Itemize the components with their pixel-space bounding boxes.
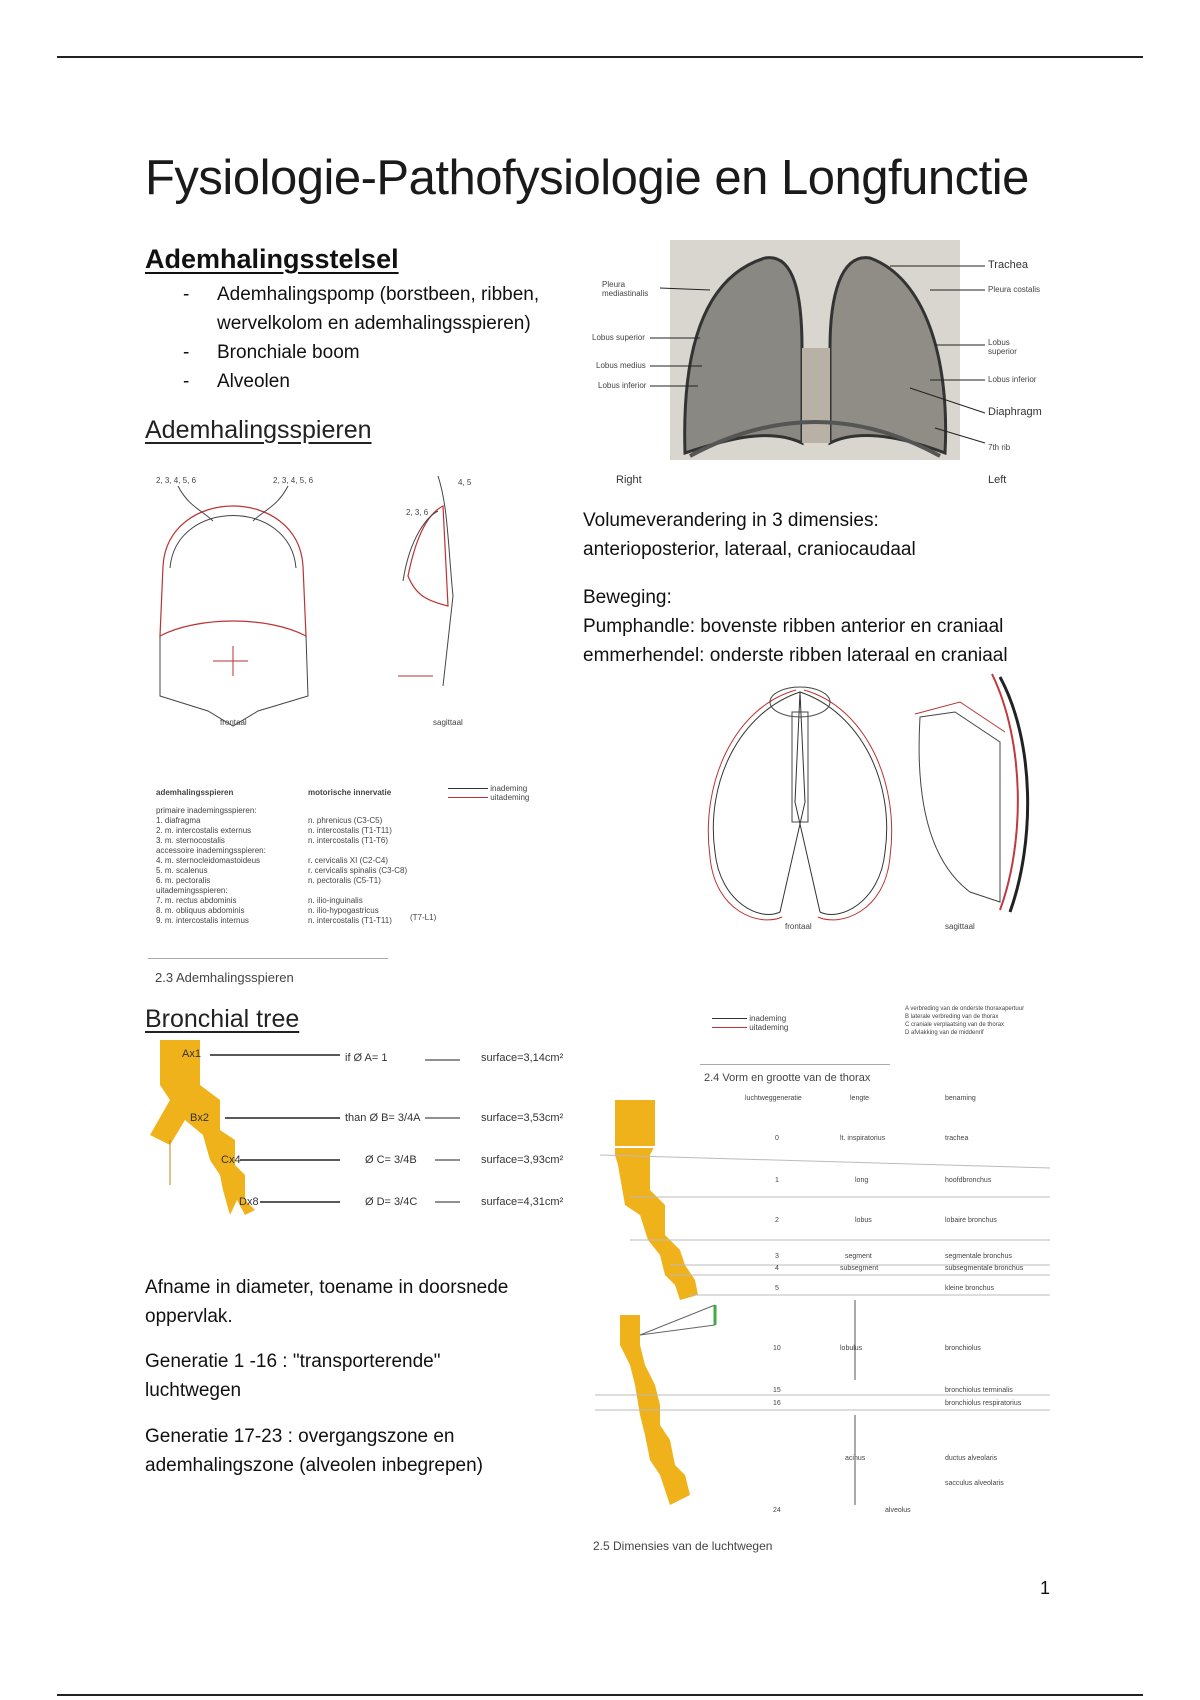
muscle-row: 5. m. scalenus xyxy=(156,866,208,875)
legend-label: uitademing xyxy=(490,793,530,802)
lung-side-left: Left xyxy=(988,474,1007,486)
tree-label: Cx4 xyxy=(221,1154,241,1166)
airway-row-name: bronchiolus xyxy=(945,1345,981,1352)
airway-row-gen: 5 xyxy=(775,1285,779,1292)
paragraph: Generatie 17-23 : overgangszone en ademhalingszone (alveolen inbegrepen) xyxy=(145,1426,484,1476)
airway-header: luchtweggeneratie xyxy=(745,1095,802,1102)
thorax-view-frontal: frontaal xyxy=(785,922,812,931)
tree-surface: surface=3,14cm² xyxy=(481,1052,564,1064)
airway-row-gen: 3 xyxy=(775,1253,779,1260)
bracket-note: (T7-L1) xyxy=(410,913,437,922)
airway-row-name: segmentale bronchus xyxy=(945,1253,1012,1260)
airway-row-name: ductus alveolaris xyxy=(945,1455,998,1462)
muscle-row: accessoire inademingsspieren: xyxy=(156,846,266,855)
airway-row-len: lt. inspiratorius xyxy=(840,1135,886,1142)
airway-row-len: segment xyxy=(845,1253,872,1260)
tree-label: Dx8 xyxy=(239,1196,259,1208)
thorax-notes xyxy=(905,1005,1065,1037)
volume-line: anterioposterior, lateraal, craniocaudaal xyxy=(583,539,916,560)
innervation-row: n. pectoralis (C5-T1) xyxy=(308,876,381,885)
legend-label: uitademing xyxy=(749,1023,789,1032)
muscle-row: 1. diafragma xyxy=(156,816,201,825)
innervation-row xyxy=(308,846,458,856)
beweging-text xyxy=(583,583,1163,670)
bronchial-tree-figure xyxy=(145,1040,585,1250)
lung-label-left: Lobus medius xyxy=(596,361,646,370)
airway-row-gen: 4 xyxy=(775,1265,779,1272)
muscles-figure xyxy=(148,466,568,986)
innervation-row: n. intercostalis (T1-T11) xyxy=(308,916,392,925)
muscle-legend xyxy=(448,784,529,802)
thorax-figure xyxy=(700,672,1060,1092)
innervation-row: n. intercostalis (T1-T6) xyxy=(308,836,389,845)
muscle-row: 7. m. rectus abdominis xyxy=(156,896,237,905)
airway-header: benaming xyxy=(945,1095,976,1102)
muscle-label: 2, 3, 4, 5, 6 xyxy=(273,476,314,485)
beweging-title: Beweging: xyxy=(583,587,672,608)
tree-formula: than Ø B= 3/4A xyxy=(345,1112,421,1124)
innervation-row: n. ilio-inguinalis xyxy=(308,896,363,905)
innervation-row: n. phrenicus (C3-C5) xyxy=(308,816,383,825)
tree-surface: surface=3,93cm² xyxy=(481,1154,564,1166)
innervation-row xyxy=(308,886,458,896)
list-item: - Alveolen xyxy=(145,367,585,396)
thorax-note: D afvlakking van de middenrif xyxy=(905,1030,984,1036)
lung-label-right: 7th rib xyxy=(988,443,1011,452)
list-item: - Bronchiale boom xyxy=(145,338,585,367)
top-rule xyxy=(57,56,1143,58)
airway-row-name: sacculus alveolaris xyxy=(945,1480,1004,1487)
innervation-row: n. ilio-hypogastricus xyxy=(308,906,379,915)
muscle-row: uitademingsspieren: xyxy=(156,886,228,895)
airway-row-len: acinus xyxy=(845,1455,866,1462)
list-item: - Ademhalingspomp (borstbeen, ribben, wervelkolom en ademhalingsspieren) xyxy=(145,280,585,338)
section1-list xyxy=(145,280,585,396)
airway-header: lengte xyxy=(850,1095,870,1102)
beweging-line: emmerhendel: onderste ribben lateraal en craniaal xyxy=(583,645,1008,666)
lung-label-right: Trachea xyxy=(988,259,1028,271)
lung-label-right: Lobus superior xyxy=(988,338,1017,356)
innervation-row xyxy=(308,806,458,816)
muscles-illustration xyxy=(148,466,568,736)
airway-row-gen: 24 xyxy=(773,1507,781,1514)
volume-line: Volumeverandering in 3 dimensies: xyxy=(583,510,879,531)
airway-row-len: lobulus xyxy=(840,1345,863,1352)
airway-row-gen: 10 xyxy=(773,1345,781,1352)
lung-label-left: Lobus superior xyxy=(592,333,645,342)
thorax-note: B laterale verbreding van de thorax xyxy=(905,1014,999,1020)
airway-row-len: long xyxy=(855,1177,869,1184)
muscle-row: 9. m. intercostalis internus xyxy=(156,916,249,925)
muscle-label: 2, 3, 6 xyxy=(406,508,429,517)
muscle-view-sagittal: sagittaal xyxy=(433,718,463,727)
section-heading-ademhalingsspieren: Ademhalingsspieren xyxy=(145,416,372,444)
tree-formula: if Ø A= 1 xyxy=(345,1052,388,1064)
volume-text xyxy=(583,506,1143,564)
lung-label-left: Lobus inferior xyxy=(598,381,647,390)
page-number: 1 xyxy=(1040,1578,1051,1598)
lung-label-left: Pleura mediastinalis xyxy=(602,280,649,298)
muscle-label: 2, 3, 4, 5, 6 xyxy=(156,476,197,485)
airway-row-name: kleine bronchus xyxy=(945,1285,995,1292)
section-heading-bronchial-tree: Bronchial tree xyxy=(145,1005,300,1033)
muscle-label: 4, 5 xyxy=(458,478,472,487)
muscle-view-frontal: frontaal xyxy=(220,718,247,727)
section-heading-ademhalingsstelsel: Ademhalingsstelsel xyxy=(145,244,399,274)
page-title: Fysiologie-Pathofysiologie en Longfunctie xyxy=(145,151,1029,205)
airway-row-name: hoofdbronchus xyxy=(945,1177,992,1184)
airway-row-gen: 15 xyxy=(773,1387,781,1394)
figure-caption: 2.5 Dimensies van de luchtwegen xyxy=(593,1539,773,1553)
airway-row-name: lobaire bronchus xyxy=(945,1217,997,1224)
legend-label: inademing xyxy=(490,784,528,793)
thorax-note: C craniale verplaatsing van de thorax xyxy=(905,1022,1005,1028)
airway-dimensions-figure xyxy=(590,1095,1050,1565)
paragraph: Generatie 1 -16 : "transporterende" luchtwegen xyxy=(145,1351,441,1401)
tree-surface: surface=4,31cm² xyxy=(481,1196,564,1208)
airway-row-len: lobus xyxy=(855,1217,872,1224)
muscle-row: 3. m. sternocostalis xyxy=(156,836,225,845)
paragraph: Afname in diameter, toename in doorsnede oppervlak. xyxy=(145,1277,509,1327)
muscle-row: 8. m. obliquus abdominis xyxy=(156,906,245,915)
lung-anatomy-figure xyxy=(590,238,1060,498)
innervation-row: n. intercostalis (T1-T11) xyxy=(308,826,392,835)
muscle-row: 4. m. sternocleidomastoideus xyxy=(156,856,261,865)
muscle-table-header: ademhalingsspieren xyxy=(156,788,234,797)
thorax-legend xyxy=(712,1014,788,1032)
legend-label: inademing xyxy=(749,1014,787,1023)
lung-side-right: Right xyxy=(616,474,642,486)
muscle-row: 6. m. pectoralis xyxy=(156,876,211,885)
airway-row-gen: 16 xyxy=(773,1400,781,1407)
tree-label: Ax1 xyxy=(182,1048,201,1060)
muscle-row: 2. m. intercostalis externus xyxy=(156,826,252,835)
beweging-line: Pumphandle: bovenste ribben anterior en craniaal xyxy=(583,616,1004,637)
figure-caption: 2.4 Vorm en grootte van de thorax xyxy=(704,1072,871,1084)
innervation-row: r. cervicalis spinalis (C3-C8) xyxy=(308,866,408,875)
lung-label-right: Lobus inferior xyxy=(988,375,1037,384)
airway-row-name: bronchiolus terminalis xyxy=(945,1387,1013,1394)
caption-rule xyxy=(148,958,388,959)
figure-caption: 2.3 Ademhalingsspieren xyxy=(155,970,294,985)
thorax-view-sagittal: sagittaal xyxy=(945,922,975,931)
caption-rule xyxy=(700,1064,890,1065)
lung-illustration xyxy=(590,238,1060,498)
airway-row-name: bronchiolus respiratorius xyxy=(945,1400,1022,1407)
muscle-col2 xyxy=(308,806,458,926)
bronchial-tree-illustration xyxy=(145,1040,585,1250)
airway-row-gen: 1 xyxy=(775,1177,779,1184)
bottom-rule xyxy=(57,1694,1143,1696)
airway-row-len: alveolus xyxy=(885,1507,911,1514)
innervation-row: r. cervicalis XI (C2-C4) xyxy=(308,856,389,865)
airway-row-len: subsegment xyxy=(840,1265,879,1272)
lung-label-right: Pleura costalis xyxy=(988,285,1041,294)
muscle-row: primaire inademingsspieren: xyxy=(156,806,257,815)
thorax-illustration xyxy=(700,672,1060,932)
tree-label: Bx2 xyxy=(190,1112,209,1124)
tree-formula: Ø C= 3/4B xyxy=(365,1154,417,1166)
airway-row-name: trachea xyxy=(945,1135,969,1142)
airway-row-name: subsegmentale bronchus xyxy=(945,1265,1024,1272)
airway-row-gen: 0 xyxy=(775,1135,779,1142)
tree-surface: surface=3,53cm² xyxy=(481,1112,564,1124)
muscle-col1 xyxy=(156,806,306,926)
muscle-table-header: motorische innervatie xyxy=(308,788,392,797)
airway-row-gen: 2 xyxy=(775,1217,779,1224)
lung-label-right: Diaphragm xyxy=(988,406,1042,418)
thorax-note: A verbreding van de onderste thoraxapertuur xyxy=(905,1006,1025,1012)
tree-formula: Ø D= 3/4C xyxy=(365,1196,418,1208)
